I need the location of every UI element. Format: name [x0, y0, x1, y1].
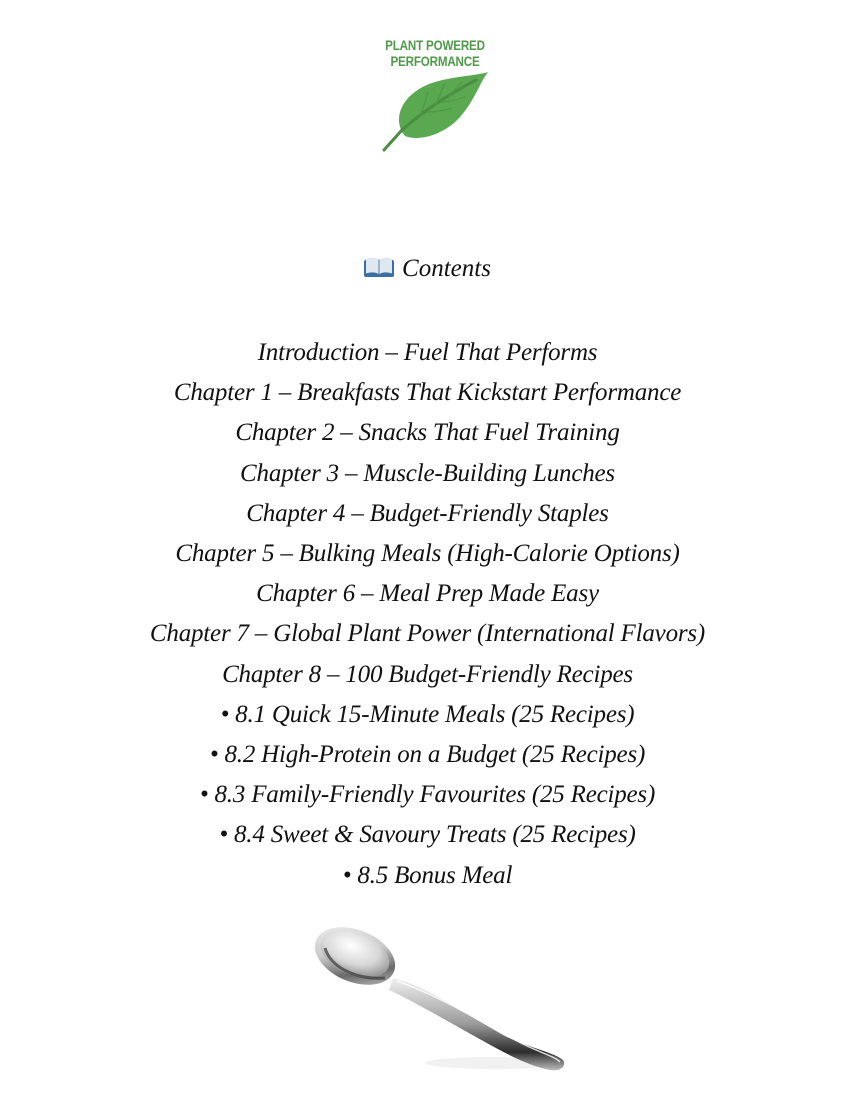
logo-title-line-2: PERFORMANCE [390, 54, 480, 69]
brand-logo [360, 38, 510, 152]
toc-item-chapter-8[interactable]: Chapter 8 – 100 Budget-Friendly Recipes [222, 660, 633, 688]
toc-item-chapter-6[interactable]: Chapter 6 – Meal Prep Made Easy [256, 580, 599, 608]
toc-subitem-8-3[interactable]: • 8.3 Family-Friendly Favourites (25 Recipes) [199, 781, 656, 809]
toc-item-introduction[interactable]: Introduction – Fuel That Performs [257, 339, 598, 366]
toc-subitem-8-2[interactable]: • 8.2 High-Protein on a Budget (25 Recipes) [209, 741, 646, 769]
spoon-icon [305, 918, 575, 1078]
toc-subitem-8-5[interactable]: • 8.5 Bonus Meal [342, 861, 513, 889]
toc-subitem-8-1[interactable]: • 8.1 Quick 15-Minute Meals (25 Recipes) [220, 700, 635, 728]
toc-item-chapter-3[interactable]: Chapter 3 – Muscle-Building Lunches [240, 459, 615, 487]
toc-item-chapter-4[interactable]: Chapter 4 – Budget-Friendly Staples [246, 499, 609, 527]
toc-item-chapter-1[interactable]: Chapter 1 – Breakfasts That Kickstart Performance [173, 379, 682, 407]
toc-item-chapter-2[interactable]: Chapter 2 – Snacks That Fuel Training [235, 419, 620, 447]
toc-subitem-8-4[interactable]: • 8.4 Sweet & Savoury Treats (25 Recipes) [219, 821, 636, 849]
leaf-icon [380, 72, 490, 152]
toc-item-chapter-7[interactable]: Chapter 7 – Global Plant Power (International Flavors) [149, 620, 706, 648]
toc-item-chapter-5[interactable]: Chapter 5 – Bulking Meals (High-Calorie Options) [175, 540, 680, 568]
contents-title: Contents [402, 255, 491, 282]
table-of-contents [0, 333, 855, 896]
contents-heading [0, 252, 855, 286]
open-book-icon [364, 257, 394, 277]
logo-title-line-1: PLANT POWERED [385, 38, 485, 53]
